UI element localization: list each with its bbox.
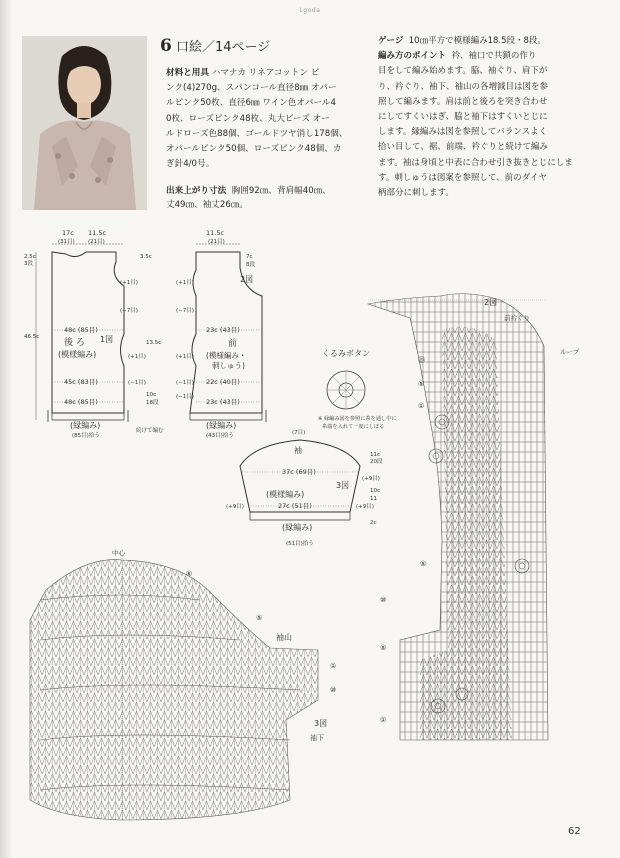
front-r3: (−1目) [176, 394, 194, 400]
back-top-right-sub: (21目) [88, 239, 105, 245]
points-line: 照して編みます。肩は前と後ろを突き合わせ [378, 96, 548, 107]
sleeve-r4: (+9目) [226, 504, 244, 510]
points-line: 衿、袖口で共鎖の作り [451, 51, 537, 62]
back-bottom-sub: (85目)拾う [72, 433, 100, 439]
front-l1: (+1目) [176, 280, 194, 286]
chart2-mark: ① [380, 716, 387, 724]
chart2-mark: ① [418, 402, 425, 410]
button-note2: 糸端を入れて一度にしぼる [322, 424, 385, 430]
covered-button-diagram [318, 349, 397, 430]
front-piece-diagram [136, 229, 266, 439]
back-fig: 1図 [100, 335, 114, 344]
front-top-sub: (21目) [208, 239, 225, 245]
chart3-cap: 袖山 [276, 633, 292, 642]
front-l2: (−7目) [176, 308, 194, 314]
materials-line: ルピンク50枚、直径6㎜ ワイン色オパール4 [166, 98, 336, 109]
button-note1: ※ 縁編み図を参照に糸を通し中に [318, 416, 397, 422]
back-r8: 18段 [146, 400, 159, 406]
chart3-center: 中心 [112, 549, 125, 557]
points-line: り、衿ぐり、袖下、袖山の各増減目は図を参 [378, 81, 549, 92]
points-line: 目をして編み始めます。脇、袖ぐり、肩下が [378, 66, 548, 77]
chart3-mark: ⑩ [330, 686, 337, 694]
title-number: 6 [160, 36, 172, 56]
chart2-mark: ⑤ [380, 644, 387, 652]
back-top-left-sub: (31目) [58, 239, 75, 245]
front-top2: 7c [246, 254, 253, 260]
back-top-right: 11.5c [88, 229, 107, 237]
points-line: す。刺しゅうは図案を参照して、前のダイヤ [378, 172, 547, 183]
front-bottom-sub: (43目)拾う [206, 433, 234, 439]
chart2-mark: ⑩ [380, 596, 387, 604]
points-line: 柄部分に刺します。 [378, 188, 454, 199]
front-row23b: 23c (43目) [206, 398, 240, 406]
sleeve-row37: 37c (69目) [282, 468, 316, 476]
button-title: くるみボタン [322, 349, 370, 358]
chart2-label1: 前衿ぐり [504, 314, 530, 322]
chart2-mark: ⑤ [420, 560, 427, 568]
chart3-mark: ⑤ [256, 614, 263, 622]
back-left-sub: 3段 [24, 261, 33, 267]
back-r2: (+1目) [120, 280, 138, 286]
finish-line: 丈49㎝、袖丈26㎝。 [166, 200, 249, 210]
sleeve-r5: (+9目) [356, 504, 374, 510]
sleeve-name: 袖 [294, 446, 302, 455]
back-row45: 45c (83目) [64, 378, 98, 386]
back-bottom: (縁編み) [70, 421, 101, 430]
back-pattern: (模様編み) [58, 350, 97, 359]
front-top2-sub: 8段 [246, 262, 255, 268]
materials-line: ハマナカ リネアコットン ピ [211, 68, 320, 78]
back-row48: 48c (85目) [64, 326, 98, 334]
sleeve-crochet-chart [30, 548, 336, 820]
front-continue: 続けて編む [136, 428, 164, 434]
front-top: 11.5c [206, 229, 225, 237]
sleeve-bottom: (縁編み) [282, 523, 313, 532]
sleeve-r7: 11 [370, 496, 377, 502]
materials-label: 材料と用具 [166, 68, 209, 78]
points-line: ます。袖は身頃と中表に合わせ引き抜きとじにしま [378, 157, 573, 168]
finish-line: 胸囲92㎝、背肩幅40㎝、 [231, 186, 331, 196]
front-r2: (−1目) [176, 380, 194, 386]
points-line: 拾い目して、裾、前端、衿ぐりと続けて編み [378, 142, 548, 153]
front-pattern2: 刺しゅう) [212, 361, 245, 370]
back-r4: 13.5c [146, 340, 162, 346]
sleeve-r2: 20段 [370, 459, 383, 465]
sleeve-fig: 3図 [336, 481, 350, 490]
chart3-under: 袖下 [310, 734, 324, 742]
materials-line: ンク(4)270g、スパンコール直径8㎜ オパー [166, 83, 337, 94]
chart2-mark: ⑳ [418, 356, 425, 364]
materials-line: ルドローズ色88個、ゴールドツヤ消し178個、 [166, 128, 348, 139]
sleeve-diagram [226, 428, 383, 547]
title-rest: 口絵／14ページ [175, 40, 271, 55]
front-name: 前 [228, 339, 238, 349]
gauge-text: 10㎝平方で模様編み18.5段・8段。 [408, 36, 546, 46]
back-row48b: 48c (85目) [64, 398, 98, 406]
front-row22: 22c (40目) [206, 378, 240, 386]
sleeve-pattern: (模様編み) [266, 490, 305, 499]
sleeve-r3: (+9目) [362, 476, 380, 482]
back-r6: (−1目) [128, 380, 146, 386]
back-r5: (+1目) [128, 354, 146, 360]
front-row23: 23c (43目) [206, 326, 240, 334]
chart2-fig: 2図 [484, 298, 498, 307]
back-r1: 3.5c [140, 254, 152, 260]
front-crochet-chart [368, 294, 580, 740]
materials-line: オパールピンク50個、ローズピンク48個、カ [166, 144, 342, 155]
points-line: にしてすくいはぎ、脇と袖下はすくいとじに [378, 112, 548, 123]
gauge-label: ゲージ [378, 36, 404, 46]
finish-label: 出来上がり寸法 [166, 186, 227, 196]
front-pattern: (模様編み・ [206, 351, 247, 360]
chart3-mark: ① [330, 662, 337, 670]
chart3-mark: ⑥ [186, 570, 193, 578]
chart2-label2: ループ [560, 348, 580, 356]
points-label: 編み方のポイント [378, 51, 447, 62]
sleeve-r1: 11c [370, 452, 381, 458]
materials-line: 0枚、ローズピンク48枚、丸大ビーズ オー [166, 113, 330, 124]
sleeve-r6: 10c [370, 488, 381, 494]
back-piece-diagram [24, 229, 161, 439]
back-r3: (−7目) [120, 308, 138, 314]
back-left-side: 2.5c [24, 254, 36, 260]
chart3-fig: 3図 [314, 719, 328, 728]
materials-line: ぎ針4/0号。 [166, 159, 215, 170]
front-fig: 2図 [240, 275, 254, 284]
back-r7: 10c [146, 392, 157, 398]
back-height: 46.5c [24, 334, 40, 340]
sleeve-row27: 27c (51目) [278, 502, 312, 510]
back-top-left: 17c [62, 229, 74, 237]
points-line: します。縁編みは図を参照してバランスよく [378, 127, 548, 138]
header-logo: Lgoda [299, 7, 321, 14]
front-bottom: (縁編み) [206, 421, 237, 430]
back-name: 後 ろ [64, 338, 85, 348]
front-r1: (+1目) [176, 354, 194, 360]
sleeve-top: (7目) [292, 430, 306, 436]
sleeve-r8: 2c [370, 520, 377, 526]
page-number: 62 [568, 826, 581, 837]
sleeve-bottom-sub: (51目)拾う [286, 541, 314, 547]
chart2-mark: ⑤ [418, 380, 425, 388]
